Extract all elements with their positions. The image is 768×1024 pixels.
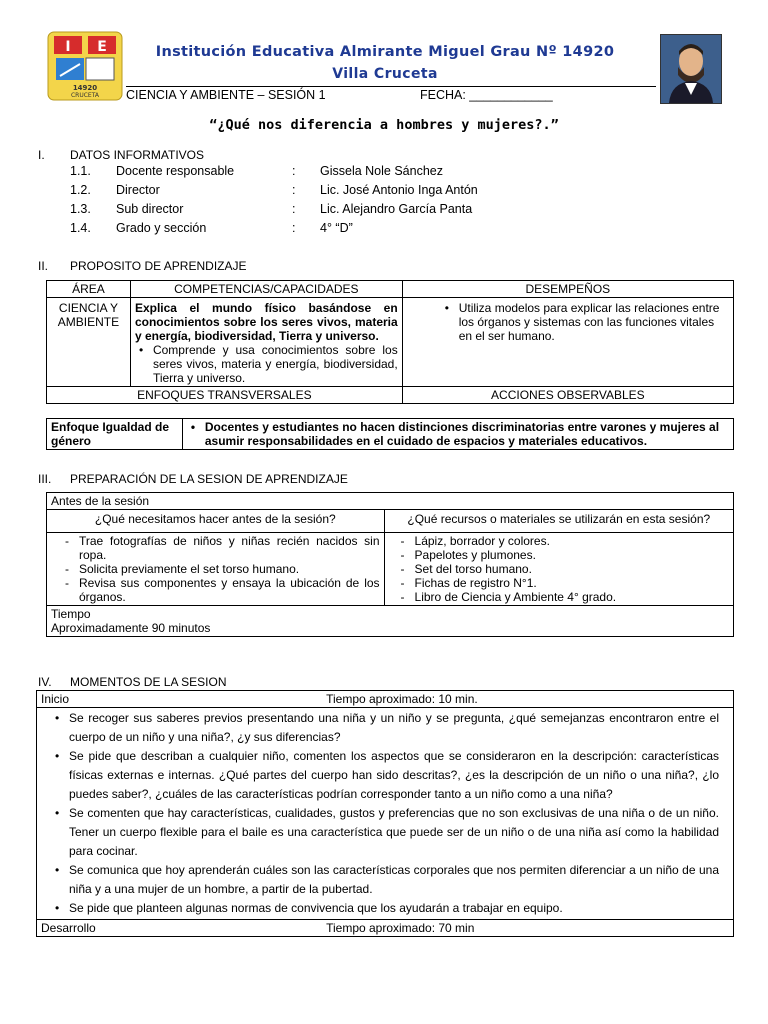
table-subheader-row	[47, 387, 734, 404]
competencia-text: Explica el mundo físico basándose en conocimientos sobre los seres vivos, materia y energía, biodiversidad, Tierra y universo.	[134, 301, 398, 343]
section-1-heading	[38, 148, 438, 164]
svg-text:CRUCETA: CRUCETA	[70, 92, 100, 99]
tiempo-value: Aproximadamente 90 minutos	[51, 621, 211, 635]
info-row	[0, 183, 768, 201]
row-separator: :	[292, 221, 296, 235]
list-item: - Lápiz, borrador y colores.	[415, 534, 729, 548]
list-item: • Se recoger sus saberes previos presentando una niña y un niño y se pregunta, ¿qué semejanzas encontraron entre el cuerpo de un niño y una niña?, ¿y sus diferencias?	[69, 709, 719, 747]
table-row	[37, 708, 734, 920]
header-acciones: ACCIONES OBSERVABLES	[402, 387, 733, 404]
section-number: II.	[38, 259, 49, 273]
table-row	[47, 298, 734, 387]
header-enfoques: ENFOQUES TRANSVERSALES	[47, 387, 403, 404]
info-row	[0, 221, 768, 239]
area-cell: CIENCIA Y AMBIENTE	[47, 298, 131, 387]
institution-name: Institución Educativa Almirante Miguel Grau Nº 14920	[155, 44, 615, 60]
purpose-table	[46, 280, 734, 404]
capacidad-list	[135, 343, 398, 385]
desarrollo-label: Desarrollo	[37, 920, 327, 937]
svg-text:I: I	[65, 39, 71, 55]
svg-text:14920: 14920	[72, 84, 98, 92]
svg-text:E: E	[97, 39, 107, 55]
list-item: • Se comunica que hoy aprenderán cuáles son las características corporales que nos permiten diferenciar a un niño de una niña y a una mujer de un hombre, a partir de la pubertad.	[69, 861, 719, 899]
row-value: Lic. José Antonio Inga Antón	[320, 183, 478, 197]
row-number: 1.2.	[70, 183, 91, 197]
list-item: - Libro de Ciencia y Ambiente 4° grado.	[415, 590, 729, 604]
accion-cell	[182, 419, 733, 450]
row-number: 1.1.	[70, 164, 91, 178]
section-3-heading	[38, 472, 438, 488]
list-item: - Fichas de registro N°1.	[415, 576, 729, 590]
header-desempenos: DESEMPEÑOS	[402, 281, 733, 298]
table-row	[47, 606, 734, 637]
row-label: Sub director	[116, 202, 184, 216]
moments-table	[36, 690, 734, 937]
section-number: IV.	[38, 675, 52, 689]
table-row	[47, 493, 734, 510]
enfoque-table	[46, 418, 734, 450]
header-area: ÁREA	[47, 281, 131, 298]
portrait-image	[660, 34, 722, 104]
list-item: - Revisa sus componentes y ensaya la ubicación de los órganos.	[79, 576, 380, 604]
list-item: • Se comenten que hay características, cualidades, gustos y preferencias que no son exclusivas de una niña o de un niño. Tener un cuerpo flexible para el baile es una característica que puede ser de un niño o de una niña así como la habilidad para cocinar.	[69, 804, 719, 861]
row-separator: :	[292, 164, 296, 178]
school-logo	[46, 30, 124, 102]
list-item: • Comprende y usa conocimientos sobre los seres vivos, materia y energía, biodiversidad, Tierra y universo.	[153, 343, 398, 385]
col2-cell	[384, 533, 733, 606]
todo-list	[51, 534, 380, 604]
row-label: Docente responsable	[116, 164, 235, 178]
tiempo-cell	[47, 606, 734, 637]
table-row	[47, 533, 734, 606]
row-value: 4° “D”	[320, 221, 353, 235]
row-number: 1.4.	[70, 221, 91, 235]
list-item: • Se pide que planteen algunas normas de convivencia que los ayudarán a trabajar en equipo.	[69, 899, 719, 918]
col1-header: ¿Qué necesitamos hacer antes de la sesión?	[47, 510, 385, 533]
section-title: PROPOSITO DE APRENDIZAJE	[70, 259, 247, 273]
tiempo-label: Tiempo	[51, 607, 91, 621]
desarrollo-time: Tiempo aproximado: 70 min	[326, 920, 733, 937]
col1-cell	[47, 533, 385, 606]
header-competencias: COMPETENCIAS/CAPACIDADES	[130, 281, 402, 298]
section-2-heading	[38, 259, 438, 275]
info-row	[0, 164, 768, 182]
section-title: MOMENTOS DE LA SESION	[70, 675, 227, 689]
list-item: - Set del torso humano.	[415, 562, 729, 576]
list-item: • Se pide que describan a cualquier niño, comenten los aspectos que se consideraron en la descripción: características físicas externas e internas. ¿Qué partes del cuerpo han sido descritas?, ¿es la descripción de un niño o una niña?, ¿lo puedes saber?, ¿cuáles de las características podrían corresponder tanto a un niño como a una niña?	[69, 747, 719, 804]
list-item: • Utiliza modelos para explicar las relaciones entre los órganos y sistemas con las funciones vitales en el ser humano.	[459, 301, 729, 343]
list-item: - Solicita previamente el set torso humano.	[79, 562, 380, 576]
table-header-row	[37, 920, 734, 937]
list-item: - Trae fotografías de niños y niñas recién nacidos sin ropa.	[79, 534, 380, 562]
preparation-table	[46, 492, 734, 637]
list-item: - Papelotes y plumones.	[415, 548, 729, 562]
section-number: I.	[38, 148, 45, 162]
desempeno-list	[407, 301, 729, 343]
row-value: Gissela Nole Sánchez	[320, 164, 443, 178]
section-title: DATOS INFORMATIVOS	[70, 148, 205, 162]
competencia-cell	[130, 298, 402, 387]
table-header-row	[37, 691, 734, 708]
desempeno-cell	[402, 298, 733, 387]
row-number: 1.3.	[70, 202, 91, 216]
info-row	[0, 202, 768, 220]
inicio-label: Inicio	[37, 691, 327, 708]
table-header-row	[47, 510, 734, 533]
section-title: PREPARACIÓN DE LA SESION DE APRENDIZAJE	[70, 472, 348, 486]
row-label: Grado y sección	[116, 221, 207, 235]
session-title: CIENCIA Y AMBIENTE – SESIÓN 1	[126, 88, 326, 102]
row-separator: :	[292, 183, 296, 197]
col2-header: ¿Qué recursos o materiales se utilizarán en esta sesión?	[384, 510, 733, 533]
row-label: Director	[116, 183, 160, 197]
section-4-heading	[38, 675, 438, 691]
village-name: Villa Cruceta	[332, 66, 438, 82]
inicio-cell	[37, 708, 734, 920]
accion-list	[187, 420, 729, 448]
table-row	[47, 419, 734, 450]
enfoque-cell: Enfoque Igualdad de género	[47, 419, 183, 450]
date-field: FECHA: ____________	[420, 88, 553, 102]
inicio-list	[41, 709, 729, 918]
table-header-row	[47, 281, 734, 298]
antes-cell: Antes de la sesión	[47, 493, 734, 510]
materials-list	[389, 534, 729, 604]
header-rule	[126, 86, 656, 87]
row-value: Lic. Alejandro García Panta	[320, 202, 473, 216]
row-separator: :	[292, 202, 296, 216]
lesson-title: “¿Qué nos diferencia a hombres y mujeres?.”	[209, 117, 559, 133]
inicio-time: Tiempo aproximado: 10 min.	[326, 691, 733, 708]
section-number: III.	[38, 472, 52, 486]
list-item: • Docentes y estudiantes no hacen distinciones discriminatorias entre varones y mujeres al asumir responsabilidades en el cuidado de espacios y materiales educativos.	[205, 420, 729, 448]
